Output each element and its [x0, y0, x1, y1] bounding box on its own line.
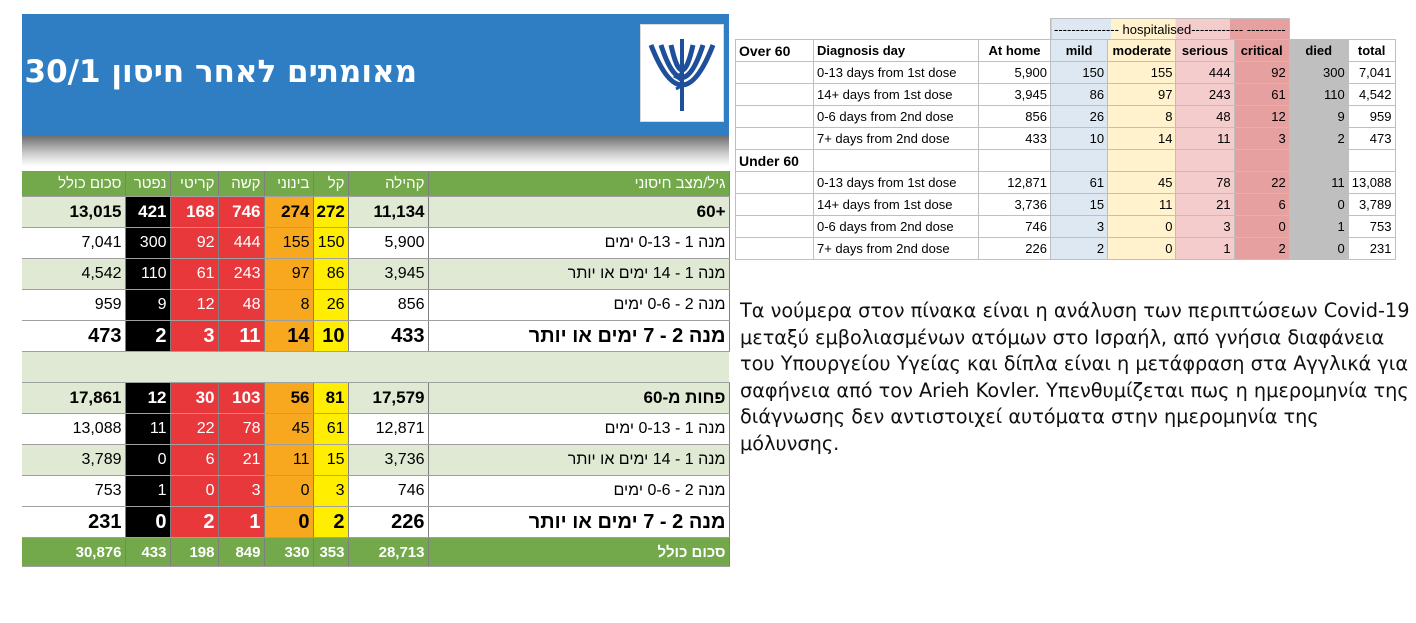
table-cell: 12,871: [348, 414, 428, 445]
table-cell: 3: [218, 476, 264, 507]
table-cell: 13,015: [22, 197, 125, 228]
sheet-cell: 0: [1234, 216, 1289, 238]
greek-caption: Τα νούμερα στον πίνακα είναι η ανάλυση των περιπτώσεων Covid-19 μεταξύ εμβολιασμένων ατόμων στο Ισραήλ, από γνήσια διαφάνεια του Υπουργείου Υγείας και δίπλα είναι η μετάφραση στα Αγγλικά για σαφήνεια από τον Arieh Kovler. Υπενθυμίζεται πως η ημερομηνία της διάγνωσης δεν αντιστοιχεί αυτόματα στην ημερομηνία της μόλυνσης.: [740, 299, 1410, 455]
table-cell: 0: [125, 507, 170, 538]
sheet-cell: [1348, 150, 1395, 172]
sheet-cell: 7,041: [1348, 62, 1395, 84]
sheet-row: [736, 238, 1396, 260]
table-cell: 97: [264, 259, 313, 290]
sheet-cell: 13,088: [1348, 172, 1395, 194]
table-cell: 11: [125, 414, 170, 445]
sheet-cell: 7+ days from 2nd dose: [814, 128, 979, 150]
table-cell: 1: [218, 507, 264, 538]
table-row: [22, 259, 729, 290]
sheet-cell: 959: [1348, 106, 1395, 128]
sheet-cell: 21: [1176, 194, 1234, 216]
table-cell: 433: [125, 538, 170, 567]
sheet-cell: 473: [1348, 128, 1395, 150]
sheet-header-cell: moderate: [1108, 40, 1176, 62]
sheet-cell: 8: [1108, 106, 1176, 128]
table-cell: 103: [218, 383, 264, 414]
sheet-cell: 753: [1348, 216, 1395, 238]
row-label: [428, 352, 729, 383]
sheet-cell: 3: [1176, 216, 1234, 238]
row-label: סכום כולל: [428, 538, 729, 567]
sheet-cell: [1289, 150, 1348, 172]
sheet-cell: [814, 150, 979, 172]
sheet-cell: 48: [1176, 106, 1234, 128]
sheet-header-cell: critical: [1234, 40, 1289, 62]
table-header-row: [22, 171, 729, 197]
sheet-cell: 0-6 days from 2nd dose: [814, 216, 979, 238]
sheet-cell: 444: [1176, 62, 1234, 84]
sheet-header-cell: Over 60: [736, 40, 814, 62]
table-cell: 243: [218, 259, 264, 290]
table-cell: קריטי: [170, 171, 218, 197]
row-label: מנה 1 - 0-13 ימים: [428, 414, 729, 445]
table-cell: 10: [313, 321, 348, 352]
table-cell: 272: [313, 197, 348, 228]
sheet-row: [736, 106, 1396, 128]
table-row: [22, 228, 729, 259]
sheet-cell: 9: [1289, 106, 1348, 128]
row-label: פחות מ-60: [428, 383, 729, 414]
sheet-cell: 856: [979, 106, 1051, 128]
sheet-header-cell: serious: [1176, 40, 1234, 62]
sheet-header-cell: total: [1348, 40, 1395, 62]
table-cell: 45: [264, 414, 313, 445]
sheet-cell: 0-13 days from 1st dose: [814, 172, 979, 194]
sheet-cell: 22: [1234, 172, 1289, 194]
table-cell: 0: [264, 507, 313, 538]
sheet-cell: 97: [1108, 84, 1176, 106]
table-cell: 473: [22, 321, 125, 352]
table-cell: קהילה: [348, 171, 428, 197]
table-cell: 26: [313, 290, 348, 321]
sheet-cell: 2: [1289, 128, 1348, 150]
table-cell: 22: [170, 414, 218, 445]
table-cell: 11: [218, 321, 264, 352]
table-cell: 12: [125, 383, 170, 414]
table-cell: 150: [313, 228, 348, 259]
table-cell: 13,088: [22, 414, 125, 445]
table-cell: 3: [313, 476, 348, 507]
sheet-group-cell: [736, 194, 814, 216]
table-cell: 11: [264, 445, 313, 476]
table-cell: 3,945: [348, 259, 428, 290]
sheet-cell: 6: [1234, 194, 1289, 216]
table-cell: 56: [264, 383, 313, 414]
sheet-cell: [1051, 150, 1108, 172]
sheet-cell: 150: [1051, 62, 1108, 84]
table-cell: 61: [313, 414, 348, 445]
sheet-header-cell: mild: [1051, 40, 1108, 62]
sheet-cell: 12: [1234, 106, 1289, 128]
sheet-row: [736, 150, 1396, 172]
sheet-cell: 61: [1234, 84, 1289, 106]
table-cell: 746: [218, 197, 264, 228]
table-cell: 5,900: [348, 228, 428, 259]
table-cell: 0: [125, 445, 170, 476]
table-cell: 28,713: [348, 538, 428, 567]
sheet-row: [736, 216, 1396, 238]
table-cell: 3: [170, 321, 218, 352]
table-row: [22, 321, 729, 352]
sheet-cell: 78: [1176, 172, 1234, 194]
table-cell: 9: [125, 290, 170, 321]
table-cell: [22, 352, 125, 383]
table-cell: 86: [313, 259, 348, 290]
sheet-cell: 15: [1051, 194, 1108, 216]
table-cell: 353: [313, 538, 348, 567]
table-cell: 226: [348, 507, 428, 538]
sheet-cell: [1176, 150, 1234, 172]
table-cell: [264, 352, 313, 383]
banner-shadow: [22, 136, 729, 166]
table-row: [22, 352, 729, 383]
sheet-cell: 14+ days from 1st dose: [814, 194, 979, 216]
sheet-cell: 0-13 days from 1st dose: [814, 62, 979, 84]
sheet-cell: 14+ days from 1st dose: [814, 84, 979, 106]
table-cell: בינוני: [264, 171, 313, 197]
table-cell: 8: [264, 290, 313, 321]
sheet-cell: 92: [1234, 62, 1289, 84]
table-cell: 92: [170, 228, 218, 259]
table-cell: 231: [22, 507, 125, 538]
table-cell: 155: [264, 228, 313, 259]
sheet-cell: 12,871: [979, 172, 1051, 194]
table-cell: 753: [22, 476, 125, 507]
table-cell: 2: [313, 507, 348, 538]
slide-title: מאומתים לאחר חיסון 30/1: [24, 54, 417, 90]
sheet-cell: [1234, 150, 1289, 172]
sheet-cell: 1: [1176, 238, 1234, 260]
sheet-group-cell: [736, 62, 814, 84]
sheet-cell: 26: [1051, 106, 1108, 128]
table-cell: 2: [125, 321, 170, 352]
sheet-cell: 1: [1289, 216, 1348, 238]
table-cell: 78: [218, 414, 264, 445]
sheet-group-cell: [736, 106, 814, 128]
sheet-cell: 243: [1176, 84, 1234, 106]
table-cell: 198: [170, 538, 218, 567]
sheet-header-row: [736, 40, 1396, 62]
row-label: מנה 1 - 14 ימים או יותר: [428, 259, 729, 290]
sheet-cell: 2: [1234, 238, 1289, 260]
sheet-cell: 155: [1108, 62, 1176, 84]
table-cell: [218, 352, 264, 383]
ministry-slide: [22, 14, 729, 599]
sheet-cell: [1108, 150, 1176, 172]
table-cell: 849: [218, 538, 264, 567]
sheet-group-cell: [736, 238, 814, 260]
table-cell: [313, 352, 348, 383]
table-cell: 110: [125, 259, 170, 290]
sheet-cell: 10: [1051, 128, 1108, 150]
table-cell: 61: [170, 259, 218, 290]
table-total-row: [22, 538, 729, 567]
sheet-header-cell: died: [1289, 40, 1348, 62]
table-cell: 17,861: [22, 383, 125, 414]
sheet-cell: 0: [1289, 194, 1348, 216]
table-cell: 3,789: [22, 445, 125, 476]
sheet-cell: 4,542: [1348, 84, 1395, 106]
row-label: מנה 1 - 14 ימים או יותר: [428, 445, 729, 476]
sheet-cell: 7+ days from 2nd dose: [814, 238, 979, 260]
sheet-cell: 11: [1289, 172, 1348, 194]
sheet-cell: 11: [1176, 128, 1234, 150]
sheet-group-cell: [736, 216, 814, 238]
table-row: [22, 445, 729, 476]
sheet-cell: 86: [1051, 84, 1108, 106]
table-cell: 4,542: [22, 259, 125, 290]
ministry-logo: [640, 24, 724, 122]
sheet-row: [736, 62, 1396, 84]
sheet-cell: 14: [1108, 128, 1176, 150]
sheet-cell: 61: [1051, 172, 1108, 194]
sheet-group-cell: [736, 84, 814, 106]
table-cell: סכום כולל: [22, 171, 125, 197]
sheet-cell: 433: [979, 128, 1051, 150]
table-cell: קשה: [218, 171, 264, 197]
sheet-cell: 5,900: [979, 62, 1051, 84]
table-cell: 3,736: [348, 445, 428, 476]
slide-banner: [22, 14, 729, 136]
table-cell: 746: [348, 476, 428, 507]
table-cell: [170, 352, 218, 383]
table-row: [22, 383, 729, 414]
hospitalised-row: [736, 19, 1396, 40]
table-cell: 48: [218, 290, 264, 321]
table-cell: 300: [125, 228, 170, 259]
table-row: [22, 476, 729, 507]
sheet-row: [736, 172, 1396, 194]
table-cell: 421: [125, 197, 170, 228]
sheet-cell: 226: [979, 238, 1051, 260]
sheet-cell: 0: [1289, 238, 1348, 260]
table-row: [22, 197, 729, 228]
sheet-cell: 110: [1289, 84, 1348, 106]
table-row: [22, 414, 729, 445]
sheet-header-cell: Diagnosis day: [814, 40, 979, 62]
sheet-cell: 746: [979, 216, 1051, 238]
table-cell: 274: [264, 197, 313, 228]
table-cell: 81: [313, 383, 348, 414]
sheet-cell: 2: [1051, 238, 1108, 260]
table-cell: 30: [170, 383, 218, 414]
table-cell: 856: [348, 290, 428, 321]
sheet-row: [736, 84, 1396, 106]
english-sheet: [735, 18, 1396, 260]
row-label: +60: [428, 197, 729, 228]
sheet-cell: 3: [1051, 216, 1108, 238]
table-cell: 7,041: [22, 228, 125, 259]
sheet-group-cell: [736, 128, 814, 150]
sheet-group-cell: [736, 172, 814, 194]
table-cell: 6: [170, 445, 218, 476]
sheet-cell: [979, 150, 1051, 172]
row-label: גיל/מצב חיסוני: [428, 171, 729, 197]
sheet-cell: 3: [1234, 128, 1289, 150]
sheet-cell: 0: [1108, 216, 1176, 238]
table-cell: 14: [264, 321, 313, 352]
table-cell: 0: [170, 476, 218, 507]
sheet-row: [736, 128, 1396, 150]
table-cell: 433: [348, 321, 428, 352]
hospitalised-label: --------------- hospitalised------------ ---------: [1051, 19, 1290, 40]
table-cell: 330: [264, 538, 313, 567]
sheet-row: [736, 194, 1396, 216]
sheet-cell: 0: [1108, 238, 1176, 260]
sheet-group-cell: Under 60: [736, 150, 814, 172]
row-label: מנה 2 - 7 ימים או יותר: [428, 321, 729, 352]
sheet-header-cell: At home: [979, 40, 1051, 62]
sheet-cell: 3,789: [1348, 194, 1395, 216]
table-cell: 0: [264, 476, 313, 507]
table-row: [22, 507, 729, 538]
table-cell: 15: [313, 445, 348, 476]
table-row: [22, 290, 729, 321]
row-label: מנה 2 - 0-6 ימים: [428, 290, 729, 321]
table-cell: 444: [218, 228, 264, 259]
table-cell: 17,579: [348, 383, 428, 414]
table-cell: 21: [218, 445, 264, 476]
table-cell: קל: [313, 171, 348, 197]
sheet-cell: 231: [1348, 238, 1395, 260]
sheet-cell: 45: [1108, 172, 1176, 194]
row-label: מנה 2 - 0-6 ימים: [428, 476, 729, 507]
table-cell: 2: [170, 507, 218, 538]
row-label: מנה 1 - 0-13 ימים: [428, 228, 729, 259]
table-cell: 30,876: [22, 538, 125, 567]
table-cell: נפטר: [125, 171, 170, 197]
table-cell: [125, 352, 170, 383]
sheet-cell: 11: [1108, 194, 1176, 216]
table-cell: 11,134: [348, 197, 428, 228]
table-cell: 1: [125, 476, 170, 507]
sheet-cell: 3,736: [979, 194, 1051, 216]
table-cell: 168: [170, 197, 218, 228]
sheet-cell: 3,945: [979, 84, 1051, 106]
sheet-cell: 300: [1289, 62, 1348, 84]
row-label: מנה 2 - 7 ימים או יותר: [428, 507, 729, 538]
hebrew-table: [22, 171, 730, 567]
table-cell: [348, 352, 428, 383]
sheet-cell: 0-6 days from 2nd dose: [814, 106, 979, 128]
table-cell: 959: [22, 290, 125, 321]
table-cell: 12: [170, 290, 218, 321]
